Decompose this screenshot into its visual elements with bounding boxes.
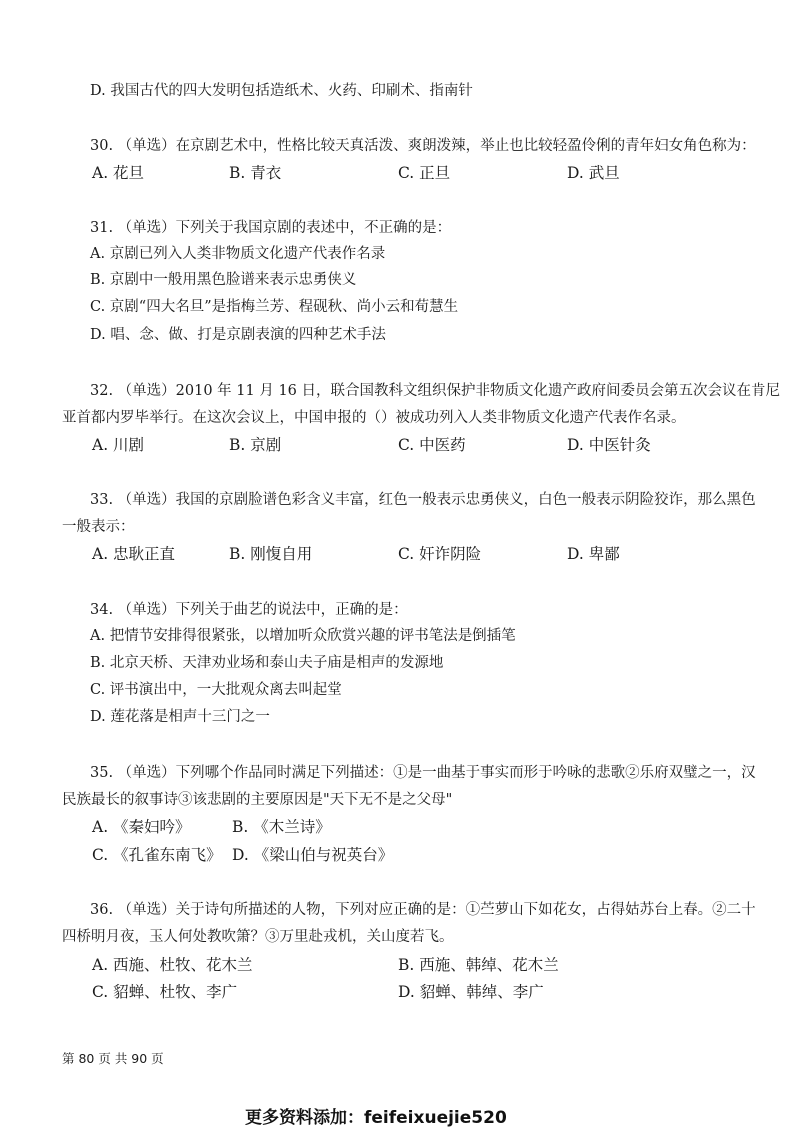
q34-option-d: D. 莲花落是相声十三门之一 [90,709,270,725]
q34-stem: 34. （单选）下列关于曲艺的说法中，正确的是： [90,602,408,618]
q32-option-d: D. 中医针灸 [567,436,651,454]
q33-option-c: C. 奸诈阴险 [398,545,482,563]
q34-option-c: C. 评书演出中，一大批观众离去叫起堂 [90,682,342,698]
q31-stem: 31. （单选）下列关于我国京剧的表述中，不正确的是： [90,220,452,236]
promo-text: 更多资料添加：feifeixuejie520 [245,1108,507,1128]
q32-option-b: B. 京剧 [229,436,282,454]
q33-option-b: B. 刚愎自用 [229,545,313,563]
q31-option-b: B. 京剧中一般用黑色脸谱来表示忠勇侠义 [90,272,357,288]
q34-option-b: B. 北京天桥、天津劝业场和泰山夫子庙是相声的发源地 [90,655,444,671]
q31-option-a: A. 京剧已列入人类非物质文化遗产代表作名录 [90,246,386,262]
q32-option-a: A. 川剧 [92,436,145,454]
q33-option-a: A. 忠耿正直 [92,545,176,563]
q30-option-c: C. 正旦 [398,164,451,182]
q30-option-b: B. 青衣 [229,164,282,182]
q33-stem-line1: 33. （单选）我国的京剧脸谱色彩含义丰富，红色一般表示忠勇侠义，白色一般表示阴险狡诈，那么黑色 [90,492,756,508]
q30-stem: 30. （单选）在京剧艺术中，性格比较天真活泼、爽朗泼辣，举止也比较轻盈伶俐的青年妇女角色称为： [90,138,756,154]
q35-option-b: B. 《木兰诗》 [232,818,331,836]
q35-stem-line2: 民族最长的叙事诗③该悲剧的主要原因是"天下无不是之父母" [62,792,453,808]
q35-option-a: A. 《秦妇吟》 [92,818,191,836]
q36-option-b: B. 西施、韩绰、花木兰 [398,956,559,974]
q36-stem-line1: 36. （单选）关于诗句所描述的人物，下列对应正确的是：①苎萝山下如花女，占得姑苏台上春。②二十 [90,902,756,918]
q30-option-d: D. 武旦 [567,164,620,182]
q36-stem-line2: 四桥明月夜，玉人何处教吹箫？③万里赴戎机，关山度若飞。 [62,929,454,945]
q33-option-d: D. 卑鄙 [567,545,620,563]
q36-option-a: A. 西施、杜牧、花木兰 [92,956,253,974]
q32-stem-line2: 亚首都内罗毕举行。在这次会议上，中国申报的（）被成功列入人类非物质文化遗产代表作名录。 [62,410,686,426]
q31-option-c: C. 京剧“四大名旦”是指梅兰芳、程砚秋、尚小云和荀慧生 [90,299,459,315]
q35-option-d: D. 《梁山伯与祝英台》 [232,846,394,864]
q33-stem-line2: 一般表示： [62,519,135,535]
page-number: 第 80 页 共 90 页 [62,1051,164,1066]
q32-stem-line1: 32. （单选）2010 年 11 月 16 日，联合国教科文组织保护非物质文化遗产政府间委员会第五次会议在肯尼 [90,383,781,399]
q31-option-d: D. 唱、念、做、打是京剧表演的四种艺术手法 [90,327,386,343]
q34-option-a: A. 把情节安排得很紧张，以增加听众欣赏兴趣的评书笔法是倒插笔 [90,628,516,644]
q36-option-c: C. 貂蝉、杜牧、李广 [92,983,238,1001]
q35-option-c: C. 《孔雀东南飞》 [92,846,222,864]
option-d-prev: D. 我国古代的四大发明包括造纸术、火药、印刷术、指南针 [90,83,473,99]
q35-stem-line1: 35. （单选）下列哪个作品同时满足下列描述：①是一曲基于事实而形于吟咏的悲歌②乐府双璧之一，汉 [90,765,756,781]
q36-option-d: D. 貂蝉、韩绰、李广 [398,983,544,1001]
q32-option-c: C. 中医药 [398,436,466,454]
q30-option-a: A. 花旦 [92,164,145,182]
